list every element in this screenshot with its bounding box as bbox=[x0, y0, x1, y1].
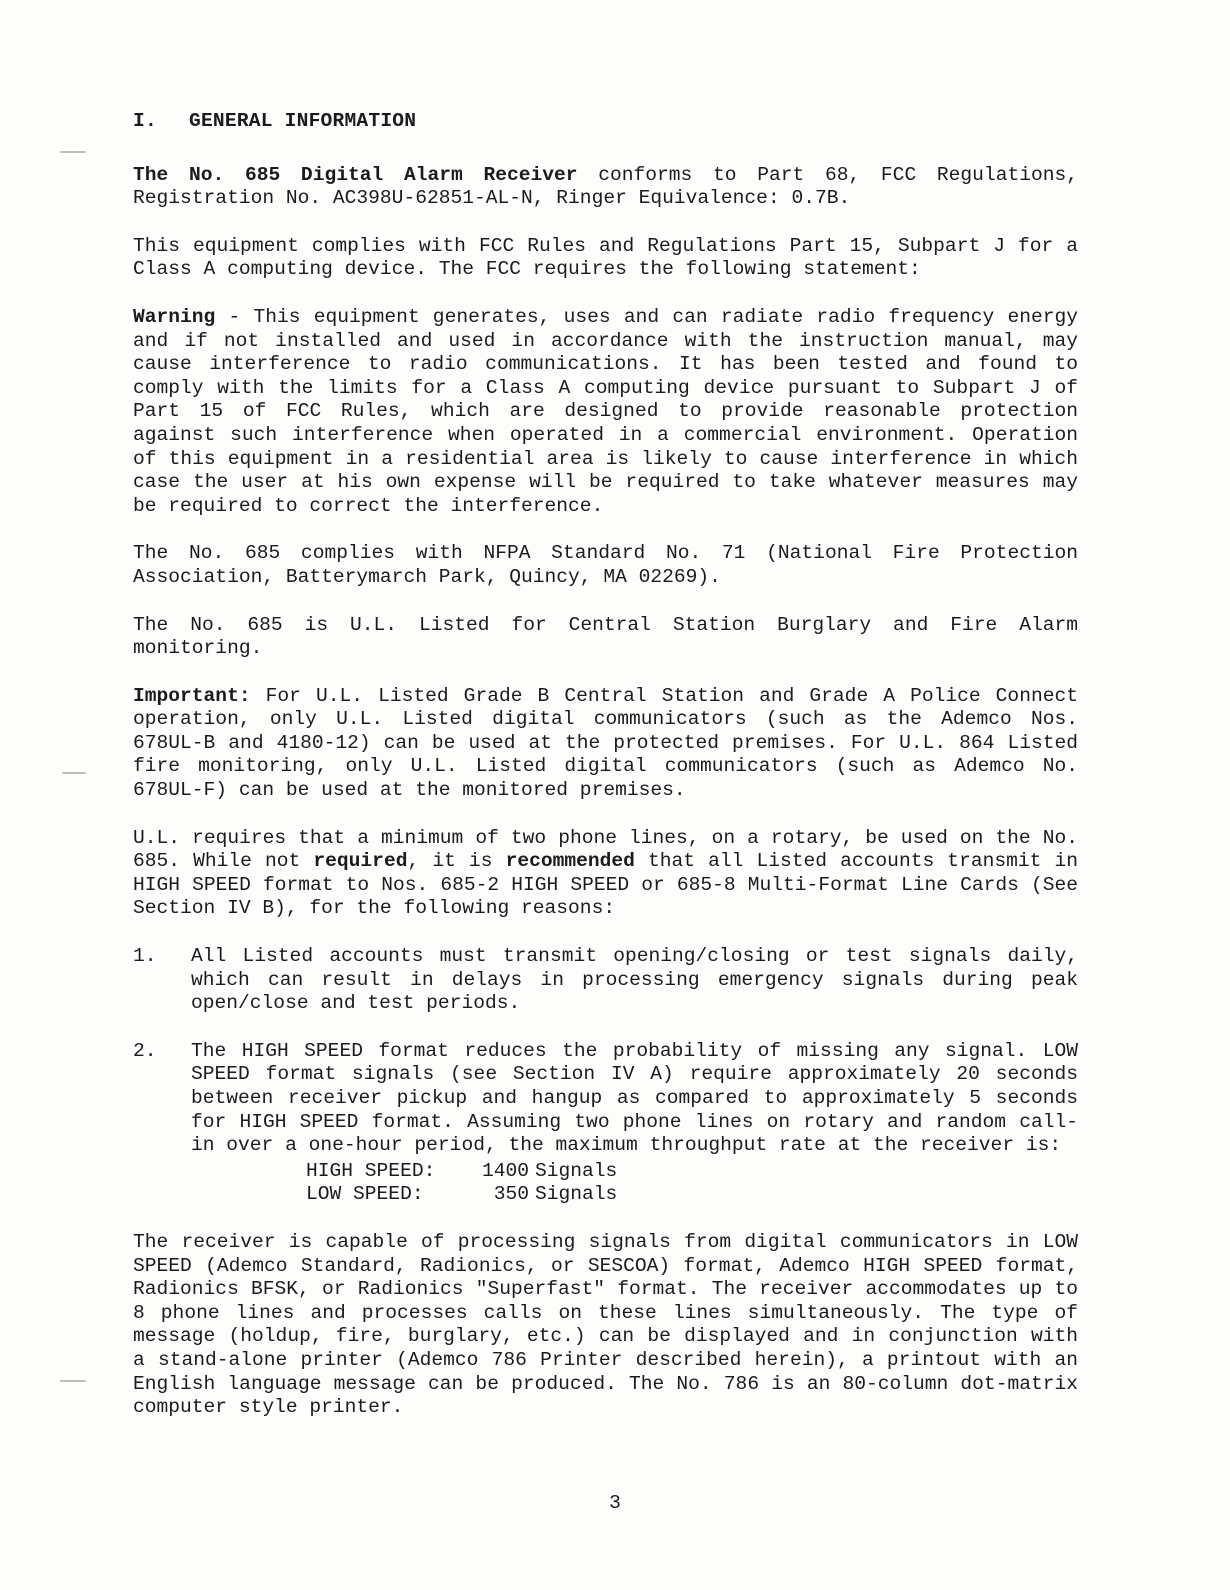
paragraph-receiver-capabilities: The receiver is capable of processing signals from digital communicators in LOW SPEED (Ademco Standard, Radionics, or SESCOA) format, Ademco HIGH SPEED format, Radionics BFSK, or Radionics "Superfast" format. The receiver accommodates up to 8 phone lines and processes calls on these lines simultaneously. The type of message (holdup, fire, burglary, etc.) can be displayed and in conjunction with a stand-alone printer (Ademco 786 Printer described herein), a printout with an English language message can be produced. The No. 786 is an 80-column dot-matrix computer style printer. bbox=[133, 1230, 1078, 1419]
section-number: I. bbox=[133, 110, 157, 132]
throughput-row: HIGH SPEED: 1400 Signals bbox=[306, 1159, 618, 1182]
document-body bbox=[133, 110, 1078, 1444]
section-title: GENERAL INFORMATION bbox=[189, 110, 417, 132]
important-label: Important: bbox=[133, 684, 251, 707]
reasons-list bbox=[133, 945, 1078, 1207]
paragraph-ul-requirements: U.L. requires that a minimum of two phone lines, on a rotary, be used on the No. 685. While not required, it is recommended that all Listed accounts transmit in HIGH SPEED format to Nos. 685-2 HIGH SPEED or 685-8 Multi-Format Line Cards (See Section IV B), for the following reasons: bbox=[133, 826, 1078, 920]
warning-label: Warning bbox=[133, 305, 216, 328]
product-name: The No. 685 Digital Alarm Receiver bbox=[133, 163, 578, 186]
list-marker: 2. bbox=[133, 1039, 157, 1062]
throughput-row: LOW SPEED: 350 Signals bbox=[306, 1183, 618, 1206]
paragraph-receiver-registration: The No. 685 Digital Alarm Receiver conforms to Part 68, FCC Regulations, Registration No. AC398U-62851-AL-N, Ringer Equivalence: 0.7B. bbox=[133, 163, 1079, 210]
paragraph-fcc-compliance: This equipment complies with FCC Rules and Regulations Part 15, Subpart J for a Class A computing device. The FCC requires the following statement: bbox=[133, 234, 1078, 281]
paragraph-warning: Warning - This equipment generates, uses and can radiate radio frequency energy and if not installed and used in accordance with the instruction manual, may cause interference to radio communications. It has been tested and found to comply with the limits for a Class A computing device pursuant to Subpart J of Part 15 of FCC Rules, which are designed to provide reasonable protection against such interference when operated in a commercial environment. Operation of this equipment in a residential area is likely to cause interference in which case the user at his own expense will be required to take whatever measures may be required to correct the interference. bbox=[133, 305, 1078, 517]
page-number: 3 bbox=[609, 1492, 621, 1514]
list-item: 2. The HIGH SPEED format reduces the probability of missing any signal. LOW SPEED format signals (see Section IV A) require approximately 20 seconds between receiver pickup and hangup as compared to approximately 5 seconds for HIGH SPEED format. Assuming two phone lines on rotary and random call-in over a one-hour period, the maximum throughput rate at the receiver is: HIGH SPEED: 1400 Signals LOW SPEED: 350 Signals bbox=[133, 1039, 1078, 1206]
scan-mark bbox=[60, 151, 86, 153]
paragraph-nfpa: The No. 685 complies with NFPA Standard No. 71 (National Fire Protection Association, Batterymarch Park, Quincy, MA 02269). bbox=[133, 542, 1078, 588]
list-item: 1. All Listed accounts must transmit opening/closing or test signals daily, which can result in delays in processing emergency signals during peak open/close and test periods. bbox=[133, 945, 1078, 1015]
paragraph-important: Important: For U.L. Listed Grade B Central Station and Grade A Police Connect operation, only U.L. Listed digital communicators (such as the Ademco Nos. 678UL-B and 4180-12) can be used at the protected premises. For U.L. 864 Listed fire monitoring, only U.L. Listed digital communicators (such as Ademco No. 678UL-F) can be used at the monitored premises. bbox=[133, 684, 1078, 802]
scan-mark bbox=[60, 1380, 86, 1382]
section-heading bbox=[133, 110, 1078, 134]
paragraph-ul-listed: The No. 685 is U.L. Listed for Central Station Burglary and Fire Alarm monitoring. bbox=[133, 613, 1078, 660]
throughput-table bbox=[306, 1160, 1078, 1207]
list-marker: 1. bbox=[133, 945, 157, 968]
scan-mark bbox=[62, 772, 86, 774]
